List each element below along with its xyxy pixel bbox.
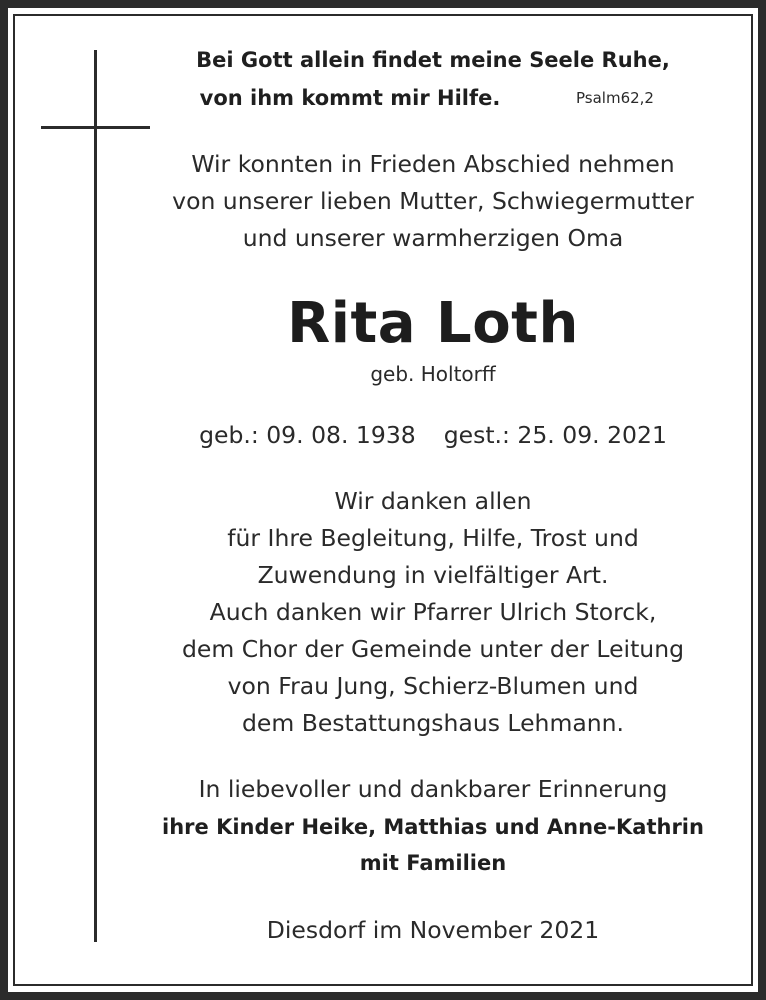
thanks-line-7: dem Bestattungshaus Lehmann. xyxy=(241,709,625,737)
motto-line-2: von ihm kommt mir Hilfe. xyxy=(199,86,501,110)
place-and-date: Diesdorf im November 2021 xyxy=(266,916,600,944)
remembrance-children: ihre Kinder Heike, Matthias und Anne-Kathrin xyxy=(162,815,704,839)
thanks-line-2: für Ihre Begleitung, Hilfe, Trost und xyxy=(227,524,639,552)
motto-line-1: Bei Gott allein findet meine Seele Ruhe, xyxy=(196,48,670,72)
birth-date: geb.: 09. 08. 1938 xyxy=(199,421,416,449)
intro-line-1: Wir konnten in Frieden Abschied nehmen xyxy=(191,150,675,178)
thanks-line-3: Zuwendung in vielfältiger Art. xyxy=(257,561,609,589)
remembrance-families: mit Familien xyxy=(359,851,507,875)
intro-line-3: und unserer warmherzigen Oma xyxy=(242,224,624,252)
birth-name: geb. Holtorff xyxy=(370,362,496,386)
cross-icon-vertical-beam xyxy=(94,50,97,942)
thanks-line-6: von Frau Jung, Schierz-Blumen und xyxy=(227,672,639,700)
psalm-reference: Psalm62,2 xyxy=(576,89,654,107)
cross-icon-horizontal-beam xyxy=(41,126,150,129)
death-date: gest.: 25. 09. 2021 xyxy=(443,421,667,449)
deceased-name: Rita Loth xyxy=(287,291,579,356)
thanks-line-5: dem Chor der Gemeinde unter der Leitung xyxy=(181,635,685,663)
remembrance-line-1: In liebevoller und dankbarer Erinnerung xyxy=(198,775,668,803)
life-dates xyxy=(120,421,746,449)
thanks-line-4: Auch danken wir Pfarrer Ulrich Storck, xyxy=(209,598,657,626)
intro-line-2: von unserer lieben Mutter, Schwiegermutter xyxy=(172,187,694,215)
thanks-line-1: Wir danken allen xyxy=(334,487,532,515)
